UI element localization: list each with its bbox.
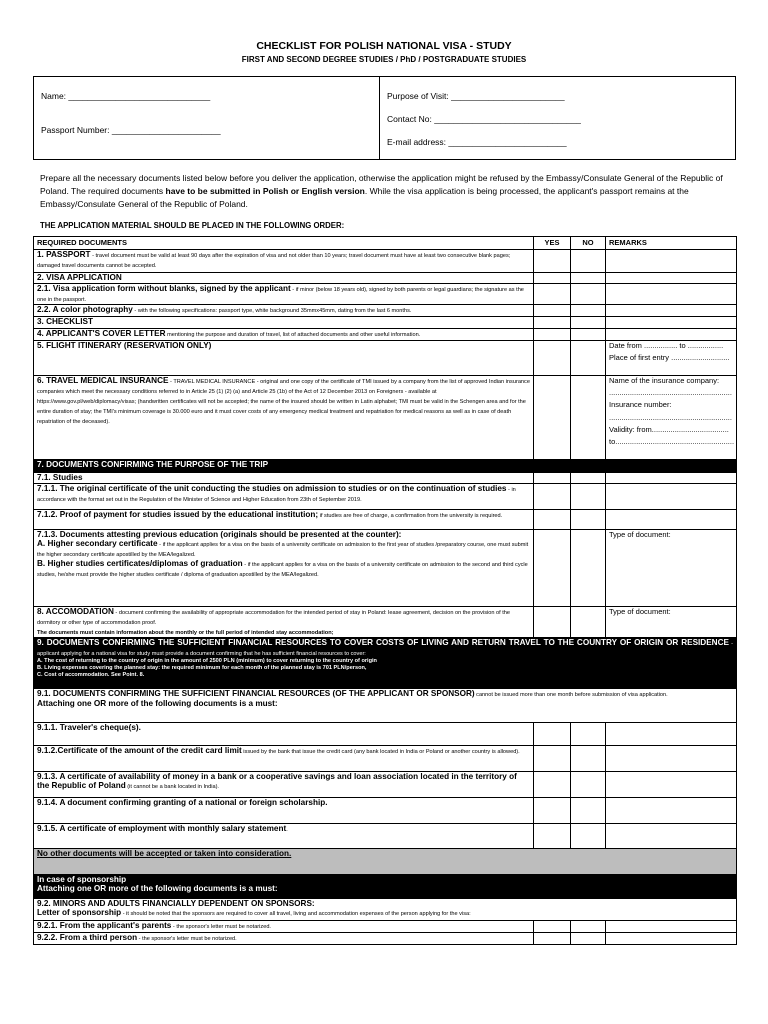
doc-desc: - if minor (below 18 years old), signed by both parents or legal guardians; the signature as the one in the passport. (37, 287, 524, 303)
doc-title: 7.1.1. The original certificate of the unit conducting the studies on admission to studies or on the continuation of studies (37, 484, 507, 493)
doc-cell-flight-itinerary (34, 341, 534, 376)
yes-checkbox[interactable] (534, 484, 571, 510)
yes-checkbox[interactable] (534, 798, 571, 824)
doc-subtitle: Letter of sponsorship (37, 908, 122, 918)
section-item: A. The cost of returning to the country of origin in the amount of 2500 PLN (minimum) to cover returning to the country of origin (37, 658, 377, 664)
remarks-cell[interactable] (606, 317, 737, 329)
col-required-documents: REQUIRED DOCUMENTS (34, 237, 534, 250)
table-row (34, 921, 737, 933)
purpose-of-visit-field[interactable]: Purpose of Visit: ________________________ (387, 91, 565, 101)
page-title: CHECKLIST FOR POLISH NATIONAL VISA - STUDY (256, 40, 512, 52)
doc-title: 1. PASSPORT (37, 250, 91, 259)
no-checkbox[interactable] (571, 824, 606, 849)
doc-cell-payment-proof (34, 510, 534, 530)
doc-title: 4. APPLICANT'S COVER LETTER (37, 329, 166, 338)
doc-cell-employment (34, 824, 534, 849)
no-checkbox[interactable] (571, 510, 606, 530)
yes-checkbox[interactable] (534, 933, 571, 945)
doc-title: 9.1.1. Traveler's cheque(s). (37, 723, 141, 732)
doc-desc: - in accordance with the format set out in the Regulation of the Minister of Science and Higher Education from 23th of September 2019. (37, 487, 516, 503)
doc-cell-sponsor-letter (34, 899, 737, 921)
table-row (34, 284, 737, 305)
info-box-divider (379, 77, 380, 159)
table-row (34, 798, 737, 824)
doc-title: 7.1. Studies (37, 473, 83, 482)
section-attach-note: Attaching one OR more of the following documents is a must: (37, 884, 278, 894)
remarks-cell[interactable] (606, 723, 737, 746)
table-row (34, 607, 737, 638)
doc-title: 9.1.4. A document confirming granting of a national or foreign scholarship. (37, 798, 328, 807)
no-checkbox[interactable] (571, 284, 606, 305)
note-text: No other documents will be accepted or taken into consideration. (37, 849, 292, 858)
documents-checklist-table (33, 236, 737, 945)
doc-cell-credit-card (34, 746, 534, 772)
remarks-cell[interactable] (606, 273, 737, 284)
no-checkbox[interactable] (571, 473, 606, 484)
remark-line: Type of document: (609, 607, 671, 616)
yes-checkbox[interactable] (534, 746, 571, 772)
doc-title: 2. VISA APPLICATION (37, 273, 122, 282)
no-checkbox[interactable] (571, 746, 606, 772)
no-checkbox[interactable] (571, 305, 606, 317)
no-checkbox[interactable] (571, 530, 606, 607)
yes-checkbox[interactable] (534, 376, 571, 460)
doc-desc: - travel document must be valid at least 90 days after the expiration of visa and not older than 10 years; travel document must have at least two consecutive blank pages; damaged travel documents cannot be accepted. (37, 253, 511, 269)
doc-attach-note: Attaching one OR more of the following documents is a must: (37, 699, 278, 708)
yes-checkbox[interactable] (534, 305, 571, 317)
yes-checkbox[interactable] (534, 329, 571, 341)
remark-line: ........................................................... (609, 388, 732, 398)
no-checkbox[interactable] (571, 723, 606, 746)
table-row (34, 329, 737, 341)
order-heading: THE APPLICATION MATERIAL SHOULD BE PLACED IN THE FOLLOWING ORDER: (40, 221, 345, 230)
doc-cell-financial-documents (34, 689, 737, 723)
remark-line: ........................................................... (609, 412, 732, 422)
passport-number-field[interactable]: Passport Number: _______________________ (41, 125, 221, 135)
section-title: 7. DOCUMENTS CONFIRMING THE PURPOSE OF THE TRIP (37, 460, 269, 469)
remarks-cell[interactable] (606, 530, 737, 607)
doc-title: 9.2.2. From a third person (37, 933, 138, 942)
applicant-info-box (33, 76, 736, 160)
yes-checkbox[interactable] (534, 510, 571, 530)
yes-checkbox[interactable] (534, 921, 571, 933)
table-row (34, 746, 737, 772)
table-section-row (34, 638, 737, 689)
doc-cell-medical-insurance (34, 376, 534, 460)
remarks-cell[interactable] (606, 284, 737, 305)
yes-checkbox[interactable] (534, 250, 571, 273)
table-row (34, 899, 737, 921)
table-row (34, 376, 737, 460)
doc-cell-third-person-sponsor (34, 933, 534, 945)
doc-cell-visa-application (34, 273, 534, 284)
yes-checkbox[interactable] (534, 473, 571, 484)
no-checkbox[interactable] (571, 341, 606, 376)
no-checkbox[interactable] (571, 329, 606, 341)
doc-cell-studies (34, 473, 534, 484)
doc-desc: - it should be noted that the sponsors are required to cover all travel, living and accommodation expenses of the person applying for the visa: (121, 911, 471, 918)
doc-cell-admission-certificate (34, 484, 534, 510)
doc-desc: - the sponsor's letter must be notarized. (171, 924, 271, 930)
remarks-cell[interactable] (606, 798, 737, 824)
remark-line: Name of the insurance company: (609, 376, 720, 385)
doc-note: The documents must contain information about the monthly or the full period of intended stay accommodation; (37, 630, 334, 636)
remark-line: Validity: from..................................... (609, 424, 729, 434)
yes-checkbox[interactable] (534, 273, 571, 284)
doc-subtitle: A. Higher secondary certificate (37, 539, 158, 549)
doc-desc: . (286, 827, 288, 833)
yes-checkbox[interactable] (534, 824, 571, 849)
no-checkbox[interactable] (571, 921, 606, 933)
section-purpose-of-trip (34, 460, 737, 473)
doc-cell-previous-education (34, 530, 534, 607)
doc-cell-cover-letter (34, 329, 534, 341)
remarks-cell[interactable] (606, 824, 737, 849)
remarks-cell[interactable] (606, 607, 737, 638)
no-other-documents-note (34, 849, 737, 875)
yes-checkbox[interactable] (534, 772, 571, 798)
no-checkbox[interactable] (571, 798, 606, 824)
section-financial-resources (34, 638, 737, 689)
doc-cell-checklist (34, 317, 534, 329)
remarks-cell[interactable] (606, 473, 737, 484)
table-section-row (34, 460, 737, 473)
doc-desc: (it cannot be a bank located in India). (125, 784, 219, 791)
remarks-cell[interactable] (606, 510, 737, 530)
remark-line: Insurance number: (609, 400, 672, 410)
page-subtitle: FIRST AND SECOND DEGREE STUDIES / PhD / POSTGRADUATE STUDIES (241, 55, 527, 64)
doc-title: 5. FLIGHT ITINERARY (RESERVATION ONLY) (37, 341, 212, 350)
doc-cell-photo (34, 305, 534, 317)
remark-line: Type of document: (609, 530, 671, 539)
table-row (34, 305, 737, 317)
table-header-row (34, 237, 737, 250)
table-row (34, 341, 737, 376)
remarks-cell[interactable] (606, 341, 737, 376)
doc-cell-passport (34, 250, 534, 273)
table-row (34, 824, 737, 849)
table-row (34, 933, 737, 945)
table-section-row (34, 875, 737, 899)
intro-text-bold: have to be submitted in Polish or English version (165, 186, 365, 196)
remarks-cell[interactable] (606, 484, 737, 510)
doc-title: 7.1.2. Proof of payment for studies issued by the educational institution; (37, 510, 319, 519)
doc-cell-scholarship (34, 798, 534, 824)
remarks-cell[interactable] (606, 933, 737, 945)
doc-cell-accommodation (34, 607, 534, 638)
doc-desc: - if the applicant applies for a visa on the basis of a university certificate on admission to the second and third cycle studies, he/she must provide the higher studies certificate / diploma of graduation apostilled by the MEA/legalized. (37, 562, 528, 579)
doc-title: 9.1.3. A certificate of availability of money in a bank or a cooperative savings and loan association located in the territory of the Republic of Poland (37, 772, 517, 791)
no-checkbox[interactable] (571, 933, 606, 945)
doc-subtitle: B. Higher studies certificates/diplomas of graduation (37, 559, 243, 569)
table-row (34, 317, 737, 329)
yes-checkbox[interactable] (534, 607, 571, 638)
no-checkbox[interactable] (571, 317, 606, 329)
no-checkbox[interactable] (571, 607, 606, 638)
doc-title: 3. CHECKLIST (37, 317, 93, 326)
intro-text-a: Prepare all the necessary documents listed below before you deliver the application, otherwise the application might be refused by the Embassy/Consulate General of the Republic of Poland. The required documents (40, 173, 723, 196)
doc-title: 9.1.5. A certificate of employment with monthly salary statement (37, 824, 287, 833)
email-field[interactable]: E-mail address: _________________________ (387, 137, 567, 147)
section-item: B. Living expenses covering the planned stay: the required minimum for each month of the planned stay is 701 PLN/person, (37, 665, 367, 671)
no-checkbox[interactable] (571, 376, 606, 460)
no-checkbox[interactable] (571, 273, 606, 284)
remarks-cell[interactable] (606, 329, 737, 341)
doc-desc: issued by the bank that issue the credit card (any bank located in India or Poland or another country is allowed). (241, 749, 520, 755)
doc-title: 9.2.1. From the applicant's parents (37, 921, 172, 930)
section-desc: - applicant applying for a national visa for study must provide a document confirming that he has sufficient financial resources to cover: (37, 641, 733, 657)
doc-desc: if studies are free of charge, a confirmation from the university is required. (318, 513, 503, 519)
no-checkbox[interactable] (571, 772, 606, 798)
doc-cell-travelers-cheque (34, 723, 534, 746)
doc-title: 9.1.2.Certificate of the amount of the credit card limit (37, 746, 242, 755)
remark-line: to......................................................... (609, 437, 735, 447)
doc-desc: - document confirming the availability of appropriate accommodation for the intended period of stay in Poland: lease agreement, decision on the provision of the dormitory or other type of accommodation proof. (37, 610, 511, 626)
doc-cell-visa-form (34, 284, 534, 305)
table-row (34, 689, 737, 723)
yes-checkbox[interactable] (534, 341, 571, 376)
doc-title: 2.2. A color photography (37, 305, 133, 314)
table-row (34, 473, 737, 484)
doc-desc: - if the applicant applies for a visa on the basis of a university certificate on admission to the first year of studies /preparatory course, one must submit the higher secondary certificate apostilled by the MEA/legalized. (37, 542, 529, 559)
doc-desc: cannot be issued more than one month before submission of visa application. (474, 692, 668, 698)
section-title: 9. DOCUMENTS CONFIRMING THE SUFFICIENT FINANCIAL RESOURCES TO COVER COSTS OF LIVING AND RETURN TRAVEL TO THE COUNTRY OF ORIGIN OR RESIDENCE (37, 638, 729, 647)
section-sponsorship (34, 875, 737, 899)
table-note-row (34, 849, 737, 875)
doc-desc: - TRAVEL MEDICAL INSURANCE - original and one copy of the certificate of TMI issued by a company from the list of approved Indian insurance companies which meet the necessary conditions referred to in Article 25 (1) (2) (a) and Article 25 (1b) of the Act of 12 December 2013 on Foreigners - available at https://www.gov.pl/web/diplomacy/visas; (handwritten certificates will not be accepted; the name of the insured should be written in Latin alphabet; TMI must be valid in the Schengen area and for the entire duration of stay; the TMI's minimum coverage is 30.000 euro and it must cover costs of any emergency medical treatment and repatriation for medical reasons as well as in case of death repatriation of the deceased). (37, 379, 530, 425)
remarks-cell[interactable] (606, 772, 737, 798)
intro-paragraph (40, 172, 728, 211)
col-no: NO (571, 237, 606, 250)
remarks-cell[interactable] (606, 376, 737, 460)
table-row (34, 530, 737, 607)
contact-number-field[interactable]: Contact No: _______________________________ (387, 114, 581, 124)
col-yes: YES (534, 237, 571, 250)
yes-checkbox[interactable] (534, 530, 571, 607)
section-item: C. Cost of accommodation. See Point. 8. (37, 672, 145, 678)
doc-desc: mentioning the purpose and duration of travel, list of attached documents and other useful information. (165, 332, 421, 338)
doc-title: 7.1.3. Documents attesting previous education (originals should be presented at the counter): (37, 530, 402, 539)
doc-title: 8. ACCOMODATION (37, 607, 114, 616)
table-row (34, 250, 737, 273)
no-checkbox[interactable] (571, 484, 606, 510)
yes-checkbox[interactable] (534, 723, 571, 746)
remark-line: Date from ................ to ................. (609, 341, 724, 350)
section-title: In case of sponsorship (37, 875, 127, 884)
table-row (34, 273, 737, 284)
remarks-cell[interactable] (606, 250, 737, 273)
doc-title: 9.1. DOCUMENTS CONFIRMING THE SUFFICIENT FINANCIAL RESOURCES (OF THE APPLICANT OR SPONSOR) (37, 689, 475, 698)
yes-checkbox[interactable] (534, 284, 571, 305)
doc-cell-bank-certificate (34, 772, 534, 798)
doc-title: 6. TRAVEL MEDICAL INSURANCE (37, 376, 169, 385)
table-row (34, 484, 737, 510)
doc-desc: - with the following specifications: passport type, white background 35mmx45mm, dating from the last 6 months. (132, 308, 412, 314)
doc-title: 9.2. MINORS AND ADULTS FINANCIALLY DEPENDENT ON SPONSORS: (37, 899, 315, 908)
remarks-cell[interactable] (606, 305, 737, 317)
doc-desc: - the sponsor's letter must be notarized. (137, 936, 237, 942)
table-row (34, 723, 737, 746)
remark-line: Place of first entry ............................ (609, 353, 730, 363)
intro-text-b: . While the visa application is being processed, the applicant's passport remains at the Embassy/Consulate General of the Republic of Poland. (40, 186, 689, 209)
yes-checkbox[interactable] (534, 317, 571, 329)
remarks-cell[interactable] (606, 746, 737, 772)
name-field[interactable]: Name: ______________________________ (41, 91, 211, 101)
doc-cell-parents-sponsor (34, 921, 534, 933)
table-row (34, 510, 737, 530)
table-row (34, 772, 737, 798)
no-checkbox[interactable] (571, 250, 606, 273)
doc-title: 2.1. Visa application form without blanks, signed by the applicant (37, 284, 291, 293)
col-remarks: REMARKS (606, 237, 737, 250)
remarks-cell[interactable] (606, 921, 737, 933)
